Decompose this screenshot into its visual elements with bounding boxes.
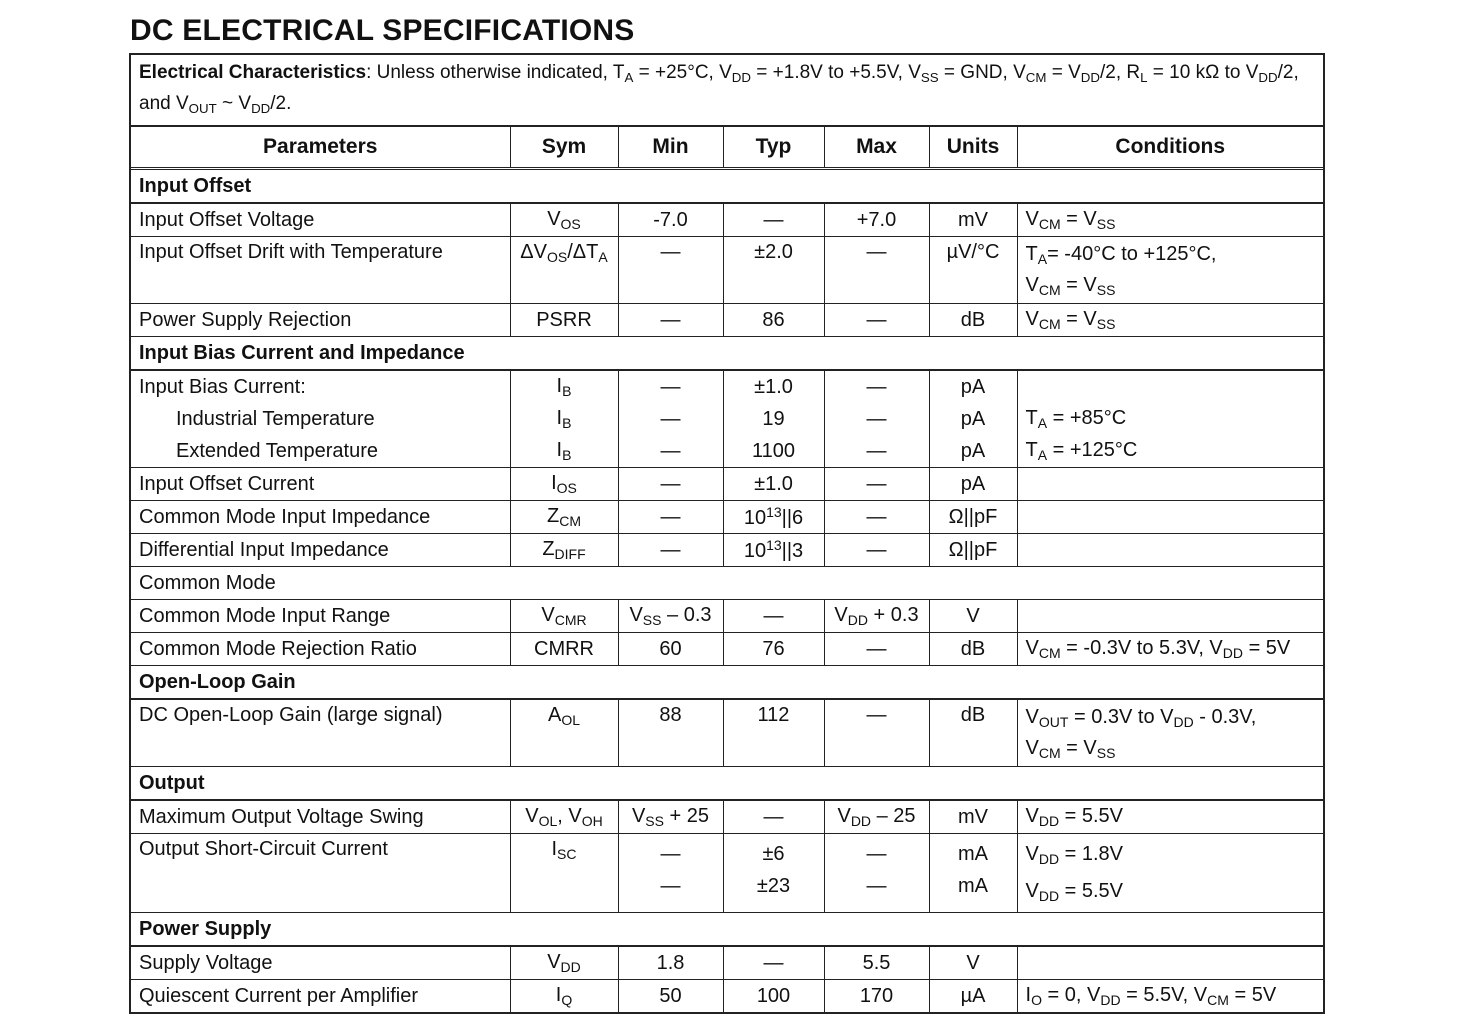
min-value: — [660,843,681,865]
min-cell: — [618,501,723,534]
table-row [131,980,1323,1013]
units-cell: dB [929,304,1017,337]
table-row [131,304,1323,337]
cond-cell [1017,834,1323,913]
sym-cell: $\Delta V_{OS}/\Delta T_A$ [510,237,618,304]
max-cell: 5.5 [824,946,929,980]
section-row [131,767,1323,801]
header-row [131,127,1323,169]
section-input-offset: Input Offset [131,169,1323,204]
cond-cell: $V_{CM} = V_{SS}$ [1017,304,1323,337]
sym-cell: CMRR [510,633,618,666]
sym-cell: $I_{OS}$ [510,468,618,501]
cond-cell: $T_A = +85^\circ C$ [1025,407,1127,431]
max-cell: +7.0 [824,203,929,237]
sym-cell: $I_B$ [510,370,618,403]
spec-table [131,127,1323,1012]
units-value: mA [958,843,988,865]
cond-cell [1017,699,1323,767]
param-cell: Common Mode Input Range [131,600,510,633]
section-input-bias: Input Bias Current and Impedance [131,337,1323,371]
cond-cell [1017,468,1323,501]
units-cell: V [929,946,1017,980]
param-cell: Supply Voltage [131,946,510,980]
cond-cell: $V_{CM} = -0.3V$ to 5.3V, $V_{DD} = 5V$ [1017,633,1323,666]
table-row [131,237,1323,304]
min-cell: $V_{SS} + 25$ [618,800,723,834]
electrical-characteristics-note [131,55,1323,127]
param-cell: Input Offset Drift with Temperature [131,237,510,304]
min-cell: — [618,534,723,567]
table-row [131,600,1323,633]
page-title: DC ELECTRICAL SPECIFICATIONS [130,14,635,47]
max-cell: — [824,403,929,435]
param-cell: Power Supply Rejection [131,304,510,337]
cond-line: $V_{CM} = V_{SS}$ [1025,737,1116,761]
min-cell: — [618,304,723,337]
param-cell: Extended Temperature [131,435,510,468]
common-mode-label: Common Mode [131,567,1323,600]
min-cell: — [618,237,723,304]
table-row [131,435,1323,468]
typ-cell: ±2.0 [723,237,824,304]
typ-cell: — [723,946,824,980]
table-row [131,834,1323,913]
spec-table-container [129,53,1325,1014]
typ-cell: — [723,800,824,834]
typ-value: ±6 [762,843,785,865]
max-cell: — [824,468,929,501]
units-cell: pA [929,370,1017,403]
param-cell: Output Short-Circuit Current [131,834,510,913]
table-row [131,203,1323,237]
table-row [131,403,1323,435]
max-cell: $V_{DD} - 25$ [824,800,929,834]
table-row [131,567,1323,600]
max-cell: — [824,304,929,337]
typ-cell: ±1.0 [723,370,824,403]
max-cell: — [824,370,929,403]
param-cell: Input Offset Voltage [131,203,510,237]
section-power-supply: Power Supply [131,913,1323,947]
max-cell: — [824,699,929,767]
sym-cell: $I_{SC}$ [510,834,618,913]
units-cell: µA [929,980,1017,1013]
typ-value: ±23 [756,875,791,897]
typ-cell: — [723,203,824,237]
units-cell: Ω||pF [929,534,1017,567]
table-row [131,699,1323,767]
min-cell: — [618,403,723,435]
max-value: — [866,875,887,897]
units-cell: Ω||pF [929,501,1017,534]
header-units: Units [929,127,1017,169]
sym-cell: $V_{OS}$ [510,203,618,237]
cond-cell [1017,370,1323,403]
typ-cell: 1100 [723,435,824,468]
max-cell: — [824,633,929,666]
min-value: — [660,875,681,897]
cond-cell [1017,237,1323,304]
table-row [131,633,1323,666]
cond-line: $V_{OUT} = 0.3V$ to $V_{DD} - 0.3V$, [1025,706,1257,730]
sym-cell: $I_Q$ [510,980,618,1013]
sym-cell: $Z_{DIFF}$ [510,534,618,567]
max-cell: 170 [824,980,929,1013]
min-cell: — [618,435,723,468]
max-cell: — [824,501,929,534]
units-cell [929,834,1017,913]
typ-cell: 86 [723,304,824,337]
units-cell: dB [929,633,1017,666]
typ-cell: ±1.0 [723,468,824,501]
header-min: Min [618,127,723,169]
typ-cell: $10^{13}||6$ [723,501,824,534]
param-cell: Input Offset Current [131,468,510,501]
section-row [131,337,1323,371]
cond-line: $V_{DD} = 5.5V$ [1025,880,1124,904]
param-cell: Quiescent Current per Amplifier [131,980,510,1013]
units-cell: pA [929,435,1017,468]
cond-cell [1017,946,1323,980]
max-cell [824,834,929,913]
typ-cell: 100 [723,980,824,1013]
sym-cell: $Z_{CM}$ [510,501,618,534]
cond-line: $V_{CM} = V_{SS}$ [1025,274,1116,298]
preamble-label: Electrical Characteristics [139,62,367,83]
cond-cell: $I_O = 0$, $V_{DD} = 5.5V$, $V_{CM} = 5V$ [1017,980,1323,1013]
typ-cell: $10^{13}||3$ [723,534,824,567]
section-row [131,169,1323,204]
typ-cell: 76 [723,633,824,666]
min-cell: $V_{SS} - 0.3$ [618,600,723,633]
units-cell: dB [929,699,1017,767]
min-cell: -7.0 [618,203,723,237]
table-row [131,946,1323,980]
min-cell: 1.8 [618,946,723,980]
units-cell: mV [929,203,1017,237]
sym-cell: PSRR [510,304,618,337]
param-cell: Industrial Temperature [131,403,510,435]
table-row [131,370,1323,403]
max-cell: — [824,435,929,468]
typ-cell: 19 [723,403,824,435]
cond-cell [1017,501,1323,534]
header-sym: Sym [510,127,618,169]
param-cell: Input Bias Current: [131,370,510,403]
min-cell: 88 [618,699,723,767]
cond-line: $V_{DD} = 1.8V$ [1025,843,1124,867]
section-output: Output [131,767,1323,801]
units-cell: mV [929,800,1017,834]
min-cell [618,834,723,913]
sym-cell: $I_B$ [510,435,618,468]
max-cell: — [824,534,929,567]
sym-cell: $V_{OL}$, $V_{OH}$ [510,800,618,834]
table-row [131,534,1323,567]
header-conditions: Conditions [1017,127,1323,169]
typ-cell: — [723,600,824,633]
sym-cell: $V_{CMR}$ [510,600,618,633]
cond-line: $T_A= -40^\circ C$ to +125°C, [1025,243,1217,267]
cond-cell [1017,534,1323,567]
header-typ: Typ [723,127,824,169]
sym-cell: $A_{OL}$ [510,699,618,767]
units-cell: pA [929,468,1017,501]
param-cell: DC Open-Loop Gain (large signal) [131,699,510,767]
table-row [131,800,1323,834]
cond-cell: $V_{DD} = 5.5V$ [1017,800,1323,834]
cond-cell: $V_{CM} = V_{SS}$ [1017,203,1323,237]
units-cell: pA [929,403,1017,435]
typ-cell: 112 [723,699,824,767]
section-row [131,666,1323,700]
cond-cell [1017,600,1323,633]
min-cell: — [618,468,723,501]
preamble-text: : Unless otherwise indicated, $T_A = +25^\circ C$, $V_{DD} = +1.8V$ to +5.5V, $V_{SS}$ = GND, $V_{CM} = V_{DD}/2$, $R_L = 10$ kΩ to $V_{DD}/2$, and $V_{OUT}$ ~ $V_{DD}/2$. [139,62,1299,116]
section-open-loop-gain: Open-Loop Gain [131,666,1323,700]
max-cell: $V_{DD} + 0.3$ [824,600,929,633]
max-cell: — [824,237,929,304]
sym-cell: $I_B$ [510,403,618,435]
min-cell: — [618,370,723,403]
units-value: mA [958,875,988,897]
header-parameters: Parameters [131,127,510,169]
sym-cell: $V_{DD}$ [510,946,618,980]
typ-cell [723,834,824,913]
header-max: Max [824,127,929,169]
section-row [131,913,1323,947]
cond-cell: $T_A = +125^\circ C$ [1025,439,1138,463]
min-cell: 60 [618,633,723,666]
table-row [131,501,1323,534]
param-cell: Maximum Output Voltage Swing [131,800,510,834]
param-cell: Common Mode Input Impedance [131,501,510,534]
units-cell: µV/°C [929,237,1017,304]
table-row [131,468,1323,501]
min-cell: 50 [618,980,723,1013]
param-cell: Differential Input Impedance [131,534,510,567]
param-cell: Common Mode Rejection Ratio [131,633,510,666]
units-cell: V [929,600,1017,633]
max-value: — [866,843,887,865]
